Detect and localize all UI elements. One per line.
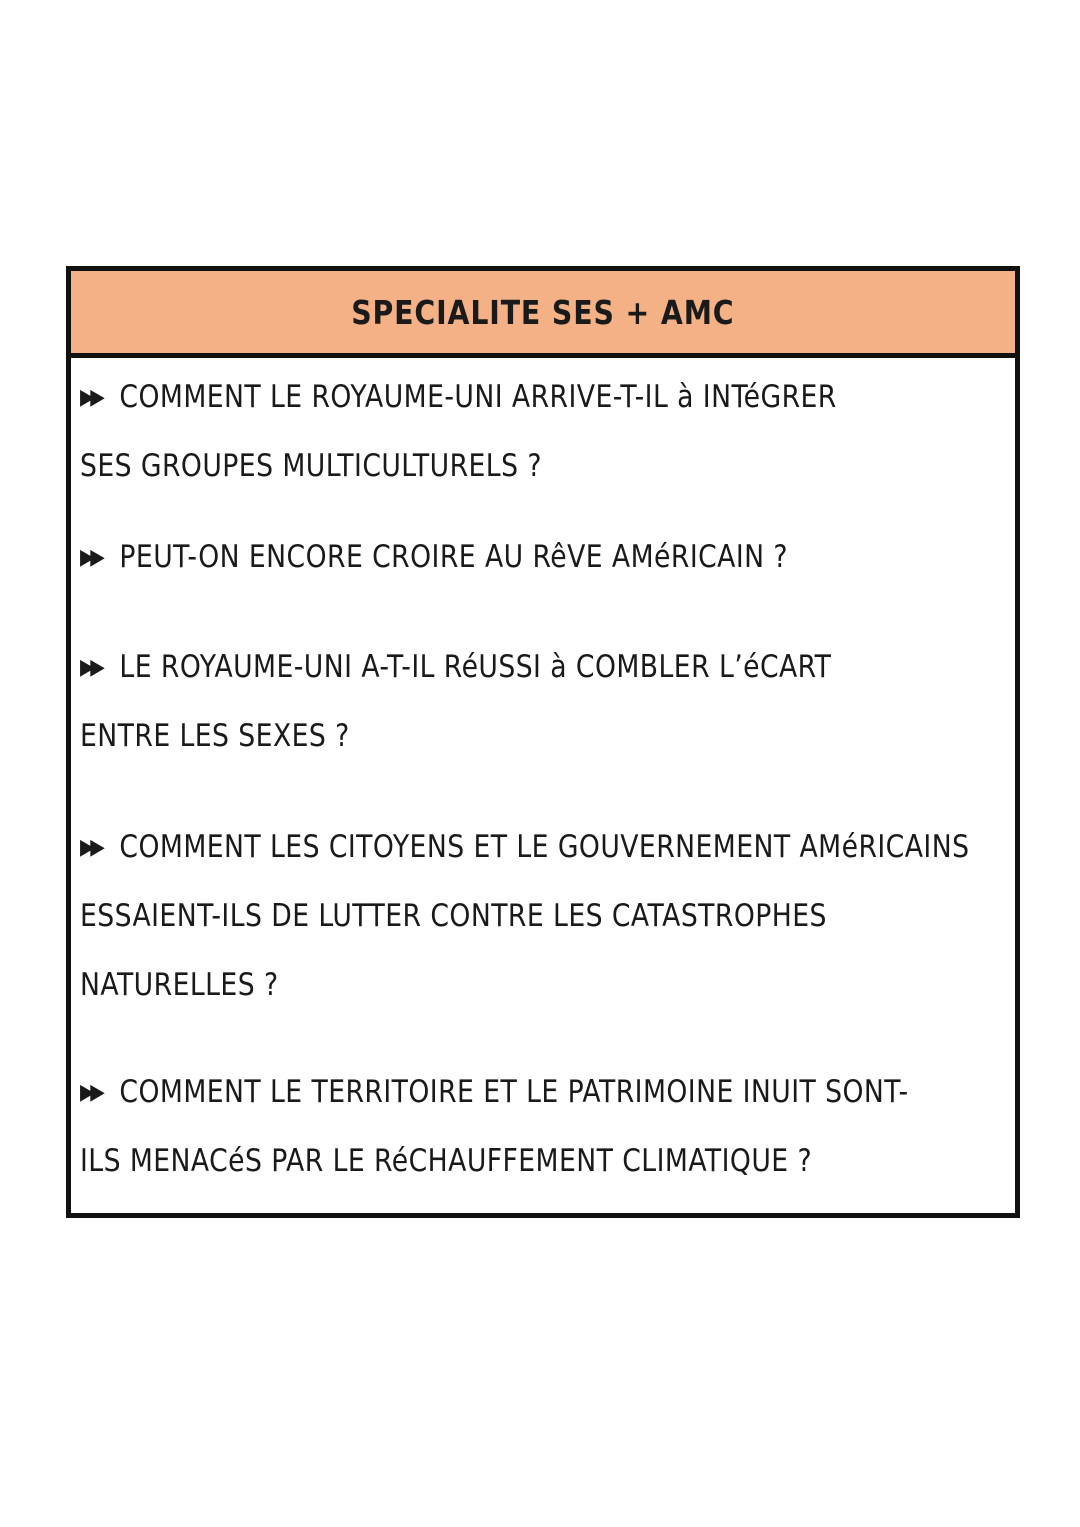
question-line: NATURELLES ? — [80, 967, 279, 1003]
double-arrow-icon: ▶▶ — [80, 655, 101, 680]
question-line: ILS MENACéS PAR LE RéCHAUFFEMENT CLIMATIQUE ? — [80, 1143, 813, 1179]
question-line — [80, 363, 1017, 432]
question-line — [80, 1058, 1017, 1127]
question-line — [80, 633, 1017, 702]
question-line: SES GROUPES MULTICULTURELS ? — [80, 448, 542, 484]
question-line — [80, 813, 1017, 882]
double-arrow-icon: ▶▶ — [80, 545, 101, 570]
question-line — [80, 523, 1017, 592]
question-item — [80, 1058, 1017, 1196]
question-text: COMMENT LE ROYAUME-UNI ARRIVE-T-IL à INTéGRER — [119, 379, 837, 415]
question-item — [80, 633, 1017, 771]
question-item — [80, 813, 1017, 1020]
double-arrow-icon: ▶▶ — [80, 835, 101, 860]
question-line: ESSAIENT-ILS DE LUTTER CONTRE LES CATASTROPHES — [80, 898, 827, 934]
topic-card — [66, 266, 1020, 1218]
question-line: ENTRE LES SEXES ? — [80, 718, 350, 754]
card-title: SPECIALITE SES + AMC — [351, 292, 735, 332]
question-text: COMMENT LES CITOYENS ET LE GOUVERNEMENT AMéRICAINS — [119, 829, 970, 865]
question-text: PEUT-ON ENCORE CROIRE AU RêVE AMéRICAIN ? — [119, 539, 788, 575]
question-item — [80, 363, 1017, 501]
question-text: LE ROYAUME-UNI A-T-IL RéUSSI à COMBLER L’éCART — [119, 649, 832, 685]
question-text: COMMENT LE TERRITOIRE ET LE PATRIMOINE INUIT SONT- — [119, 1074, 909, 1110]
question-item — [80, 523, 1017, 592]
double-arrow-icon: ▶▶ — [80, 1080, 101, 1105]
card-header — [71, 271, 1015, 358]
double-arrow-icon: ▶▶ — [80, 385, 101, 410]
